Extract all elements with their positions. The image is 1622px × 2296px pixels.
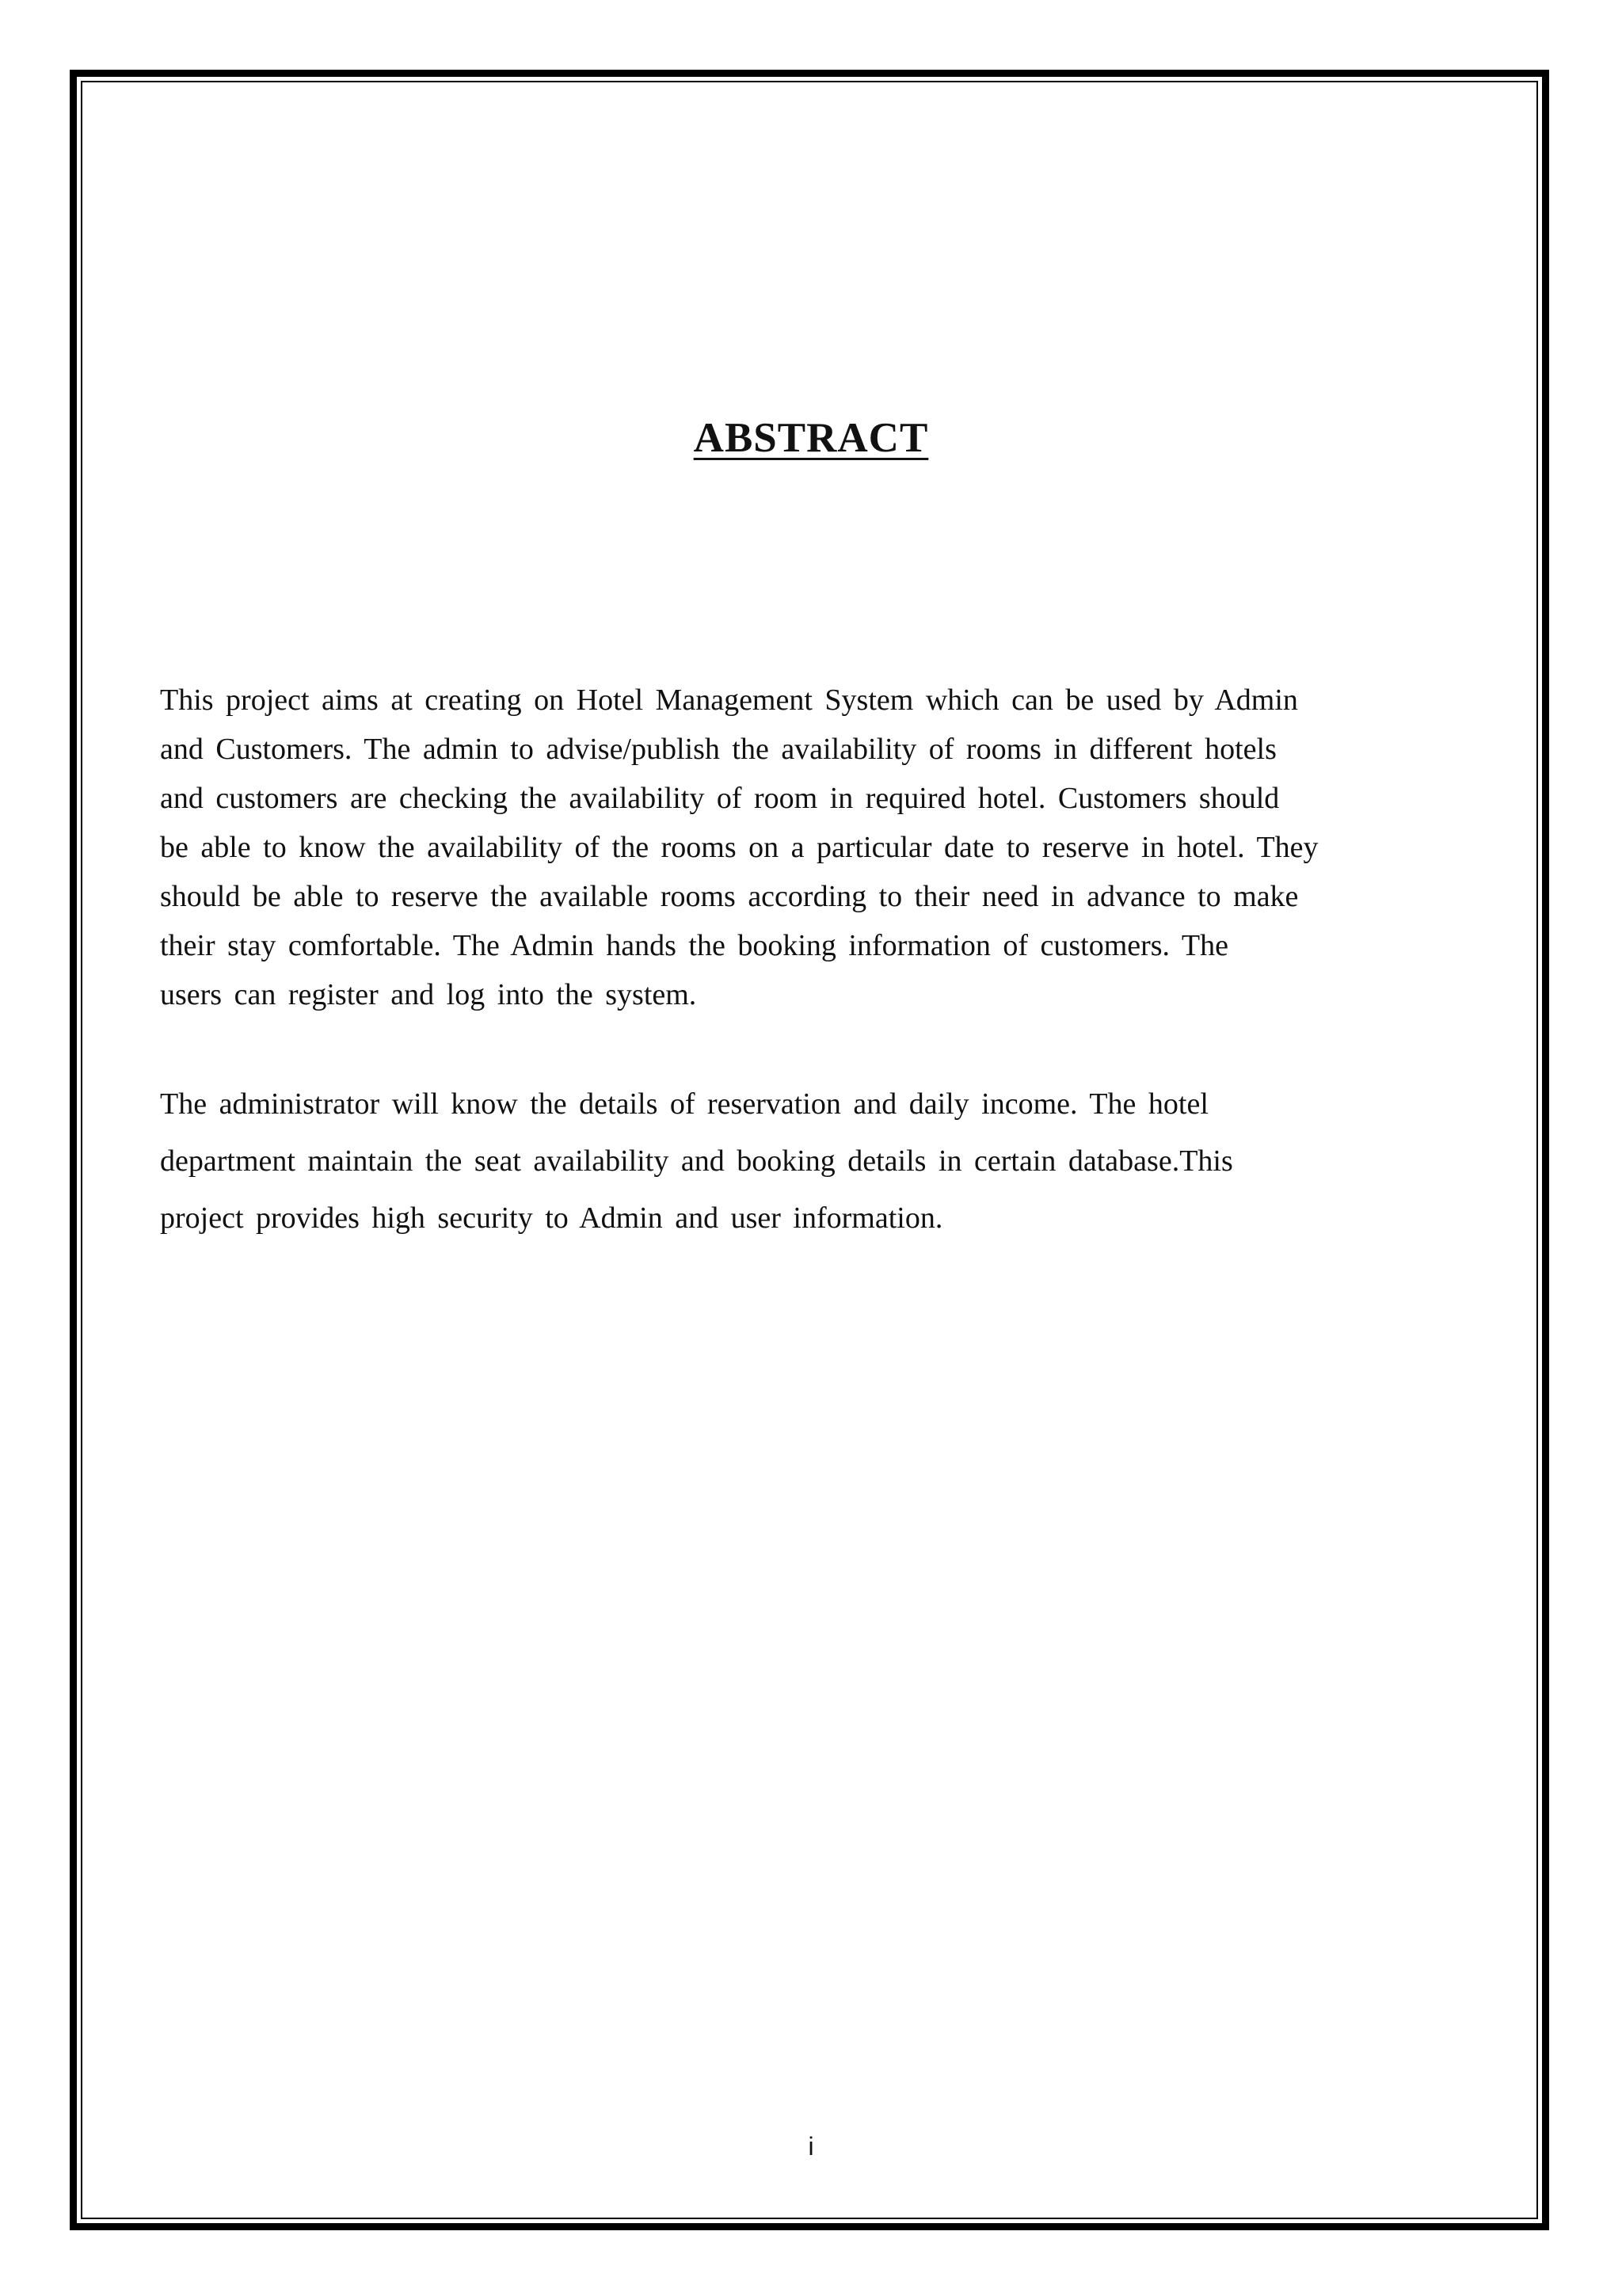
paragraph-line: should be able to reserve the available rooms according to their need in advance to make — [160, 880, 1299, 913]
paragraph-line: project provides high security to Admin and user information. — [160, 1201, 943, 1235]
paragraph-line: users can register and log into the system. — [160, 978, 697, 1011]
page-number: i — [808, 2132, 814, 2161]
paragraph-line: and customers are checking the availability of room in required hotel. Customers should — [160, 782, 1280, 815]
paragraph-line: be able to know the availability of the rooms on a particular date to reserve in hotel. They — [160, 831, 1319, 864]
abstract-paragraph-1 — [160, 676, 1459, 1019]
paragraph-line: their stay comfortable. The Admin hands the booking information of customers. The — [160, 929, 1228, 962]
paragraph-line: and Customers. The admin to advise/publish the availability of rooms in different hotels — [160, 733, 1277, 766]
abstract-heading: ABSTRACT — [693, 415, 929, 461]
page-title — [0, 410, 1622, 466]
paragraph-line: The administrator will know the details of reservation and daily income. The hotel — [160, 1087, 1209, 1121]
paragraph-line: This project aims at creating on Hotel Management System which can be used by Admin — [160, 683, 1298, 717]
abstract-paragraph-2 — [160, 1076, 1459, 1247]
paragraph-line: department maintain the seat availability and booking details in certain database.This — [160, 1144, 1233, 1178]
